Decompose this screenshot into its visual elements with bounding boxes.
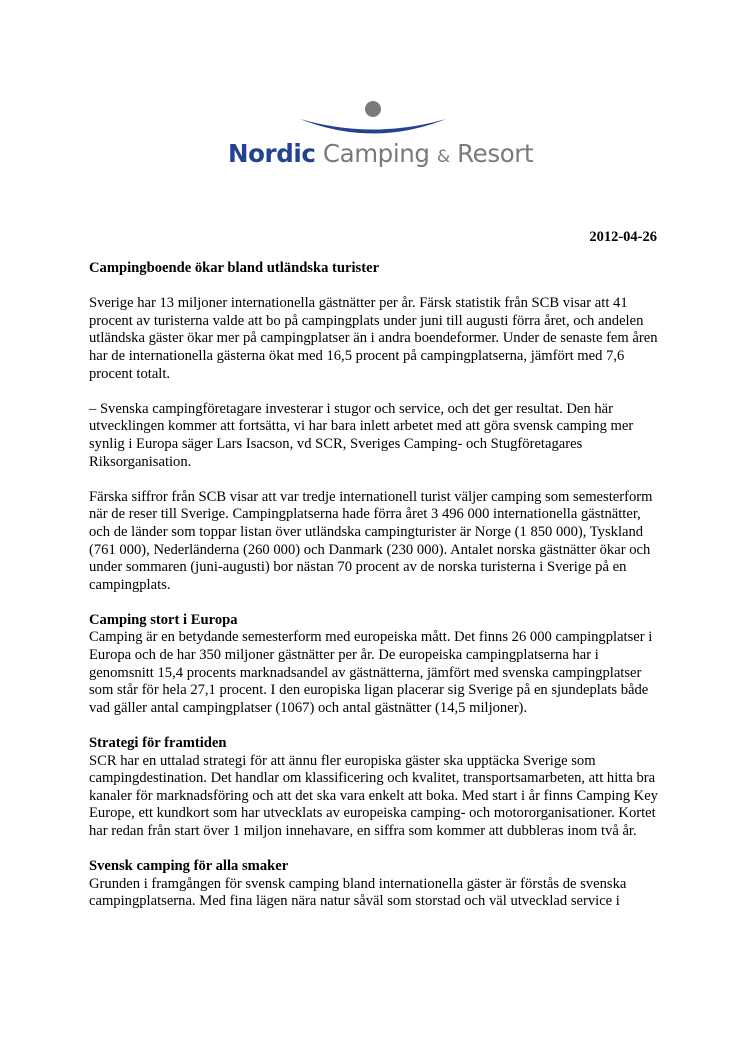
article-body <box>89 260 659 911</box>
article-title: Campingboende ökar bland utländska turister <box>89 260 380 276</box>
article-paragraph: Färska siffror från SCB visar att var tredje internationell turist väljer camping som semesterform när de reser till Sverige. Campingplatserna hade förra året 3 496 000 internationella gästnätter, och de länder som toppar listan över utländska campingturister är Norge (1 850 000), Tyskland (761 000), Nederländerna (260 000) och Danmark (230 000). Antalet norska gästnätter ökar och under sommaren (juni-augusti) bor nästan 70 procent av de norska turisterna i Sverige på en campingplats. <box>89 488 653 593</box>
section-heading: Svensk camping för alla smaker <box>89 858 289 875</box>
article-paragraph: Sverige har 13 miljoner internationella gästnätter per år. Färsk statistik från SCB visar att 41 procent av turisterna valde att bo på campingplats under juni till augusti förra året, och andelen utländska gäster ökar mer på campingplatser än i andra boendeformer. Under de senaste fem åren har de internationella gästerna ökat med 16,5 procent på campingplatserna, jämfört med 7,6 procent totalt. <box>89 295 658 382</box>
section-heading: Strategi för framtiden <box>89 735 227 752</box>
logo-swoosh-icon <box>296 92 450 138</box>
section-heading: Camping stort i Europa <box>89 611 238 628</box>
logo-wordmark: Nordic Camping & Resort <box>228 139 534 168</box>
section-paragraph: Camping är en betydande semesterform med europeiska mått. Det finns 26 000 campingplatser i Europa och de har 350 miljoner gästnätter per år. De europeiska campingplatserna har i genomsnitt 15,4 procents marknadsandel av gästnätterna, jämfört med svenska campingplatser som står för hela 27,1 procent. I den europiska ligan placerar sig Sverige på en sjundeplats både vad gäller antal campingplatser (1067) och antal gästnätter (14,5 miljoner). <box>89 629 653 716</box>
article-paragraph: – Svenska campingföretagare investerar i stugor och service, och det ger resultat. Den här utvecklingen kommer att fortsätta, vi har bara inlett arbetet med att göra svensk camping mer synlig i Europa säger Lars Isacson, vd SCR, Sveriges Camping- och Stugföretagares Riksorganisation. <box>89 400 634 470</box>
press-release-date: 2012-04-26 <box>589 229 657 245</box>
section-paragraph: SCR har en uttalad strategi för att ännu fler europiska gäster ska upptäcka Sverige som campingdestination. Det handlar om klassificering och kvalitet, transportsamarbeten, att hitta bra kanaler för marknadsföring och att det ska vara enkelt att boka. Med start i år finns Camping Key Europe, ett kundkort som har utvecklats av europeiska camping- och motororganisationer. Kortet har redan från start över 1 miljon innehavare, en siffra som kommer att dubbleras inom två år. <box>89 752 658 839</box>
section-paragraph: Grunden i framgången för svensk camping bland internationella gäster är förstås de svenska campingplatserna. Med fina lägen nära natur såväl som storstad och väl utvecklad service i <box>89 875 627 910</box>
company-logo <box>0 92 746 192</box>
